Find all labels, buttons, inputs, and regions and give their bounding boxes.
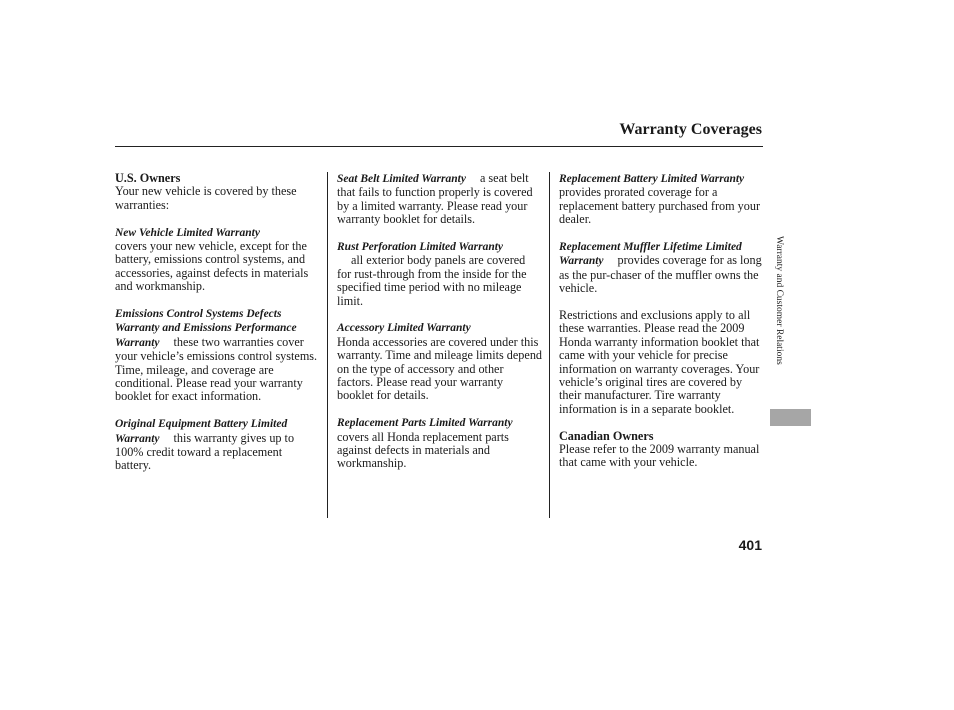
muffler-warranty-text: provides coverage for as long as the pur-chaser of the muffler owns the vehicle. <box>559 253 762 296</box>
restrictions-text: Restrictions and exclusions apply to all these warranties. Please read the 2009 Honda warranty information booklet that came with your vehicle for precise information on warranty coverages. Your vehicle’s original tires are covered by their manufacturer. Tire warranty information is in a separate booklet. <box>559 308 760 416</box>
seat-belt-warranty <box>337 172 542 227</box>
new-vehicle-warranty-title: New Vehicle Limited Warranty <box>115 226 260 239</box>
seat-belt-warranty-text: a seat belt that fails to function properly is covered by a limited warranty. Please read your warranty booklet for details. <box>337 171 533 227</box>
accessory-warranty <box>337 321 542 402</box>
canadian-owners-section <box>559 430 764 470</box>
column-divider <box>327 172 328 518</box>
us-owners-heading: U.S. Owners <box>115 171 181 185</box>
replacement-battery-warranty-title: Replacement Battery Limited Warranty <box>559 173 745 185</box>
column-3 <box>559 172 764 483</box>
title-rule <box>115 146 763 147</box>
column-divider <box>549 172 550 518</box>
accessory-warranty-title: Accessory Limited Warranty <box>337 322 471 335</box>
us-owners-section <box>115 172 320 212</box>
canadian-owners-text: Please refer to the 2009 warranty manual that came with your vehicle. <box>559 442 760 470</box>
us-owners-text: Your new vehicle is covered by these warranties: <box>115 184 297 212</box>
new-vehicle-warranty <box>115 226 320 294</box>
muffler-warranty-title: Replacement Muffler Lifetime Limited Warranty <box>559 241 742 268</box>
rust-perforation-warranty <box>337 240 542 308</box>
page-title: Warranty Coverages <box>619 121 762 138</box>
column-1 <box>115 172 320 486</box>
replacement-battery-warranty-text: provides prorated coverage for a replacement battery purchased from your dealer. <box>559 185 761 227</box>
column-2 <box>337 172 542 484</box>
page-number: 401 <box>738 537 762 553</box>
original-battery-warranty <box>115 417 320 473</box>
restrictions-note <box>559 309 764 416</box>
replacement-parts-warranty <box>337 416 542 471</box>
emissions-warranty-title: Emissions Control Systems Defects Warranty and Emissions Performance Warranty <box>115 308 297 349</box>
emissions-warranty <box>115 307 320 404</box>
replacement-battery-warranty <box>559 172 764 227</box>
replacement-parts-warranty-text: covers all Honda replacement parts against defects in materials and workmanship. <box>337 429 509 471</box>
section-thumb-tab <box>770 409 811 426</box>
muffler-warranty <box>559 240 764 296</box>
canadian-owners-heading: Canadian Owners <box>559 428 654 443</box>
original-battery-warranty-title: Original Equipment Battery Limited Warranty <box>115 418 288 445</box>
seat-belt-warranty-title: Seat Belt Limited Warranty <box>337 173 466 185</box>
section-side-label: Warranty and Customer Relations <box>774 236 784 365</box>
new-vehicle-warranty-text: covers your new vehicle, except for the battery, emissions control systems, and accessories, against defects in materials and workmanship. <box>115 239 309 294</box>
accessory-warranty-text: Honda accessories are covered under this warranty. Time and mileage limits depend on the type of accessory and other factors. Please read your warranty booklet for details. <box>337 334 543 403</box>
rust-perforation-warranty-text: all exterior body panels are covered for rust-through from the inside for the specified time period with no mileage limit. <box>337 253 527 308</box>
replacement-parts-warranty-title: Replacement Parts Limited Warranty <box>337 417 513 430</box>
emissions-warranty-text: these two warranties cover your vehicle’s emissions control systems. Time, mileage, and coverage are conditional. Please read your warranty booklet for exact information. <box>115 334 318 404</box>
rust-perforation-warranty-title: Rust Perforation Limited Warranty <box>337 241 504 254</box>
original-battery-warranty-text: this warranty gives up to 100% credit toward a replacement battery. <box>115 430 295 473</box>
